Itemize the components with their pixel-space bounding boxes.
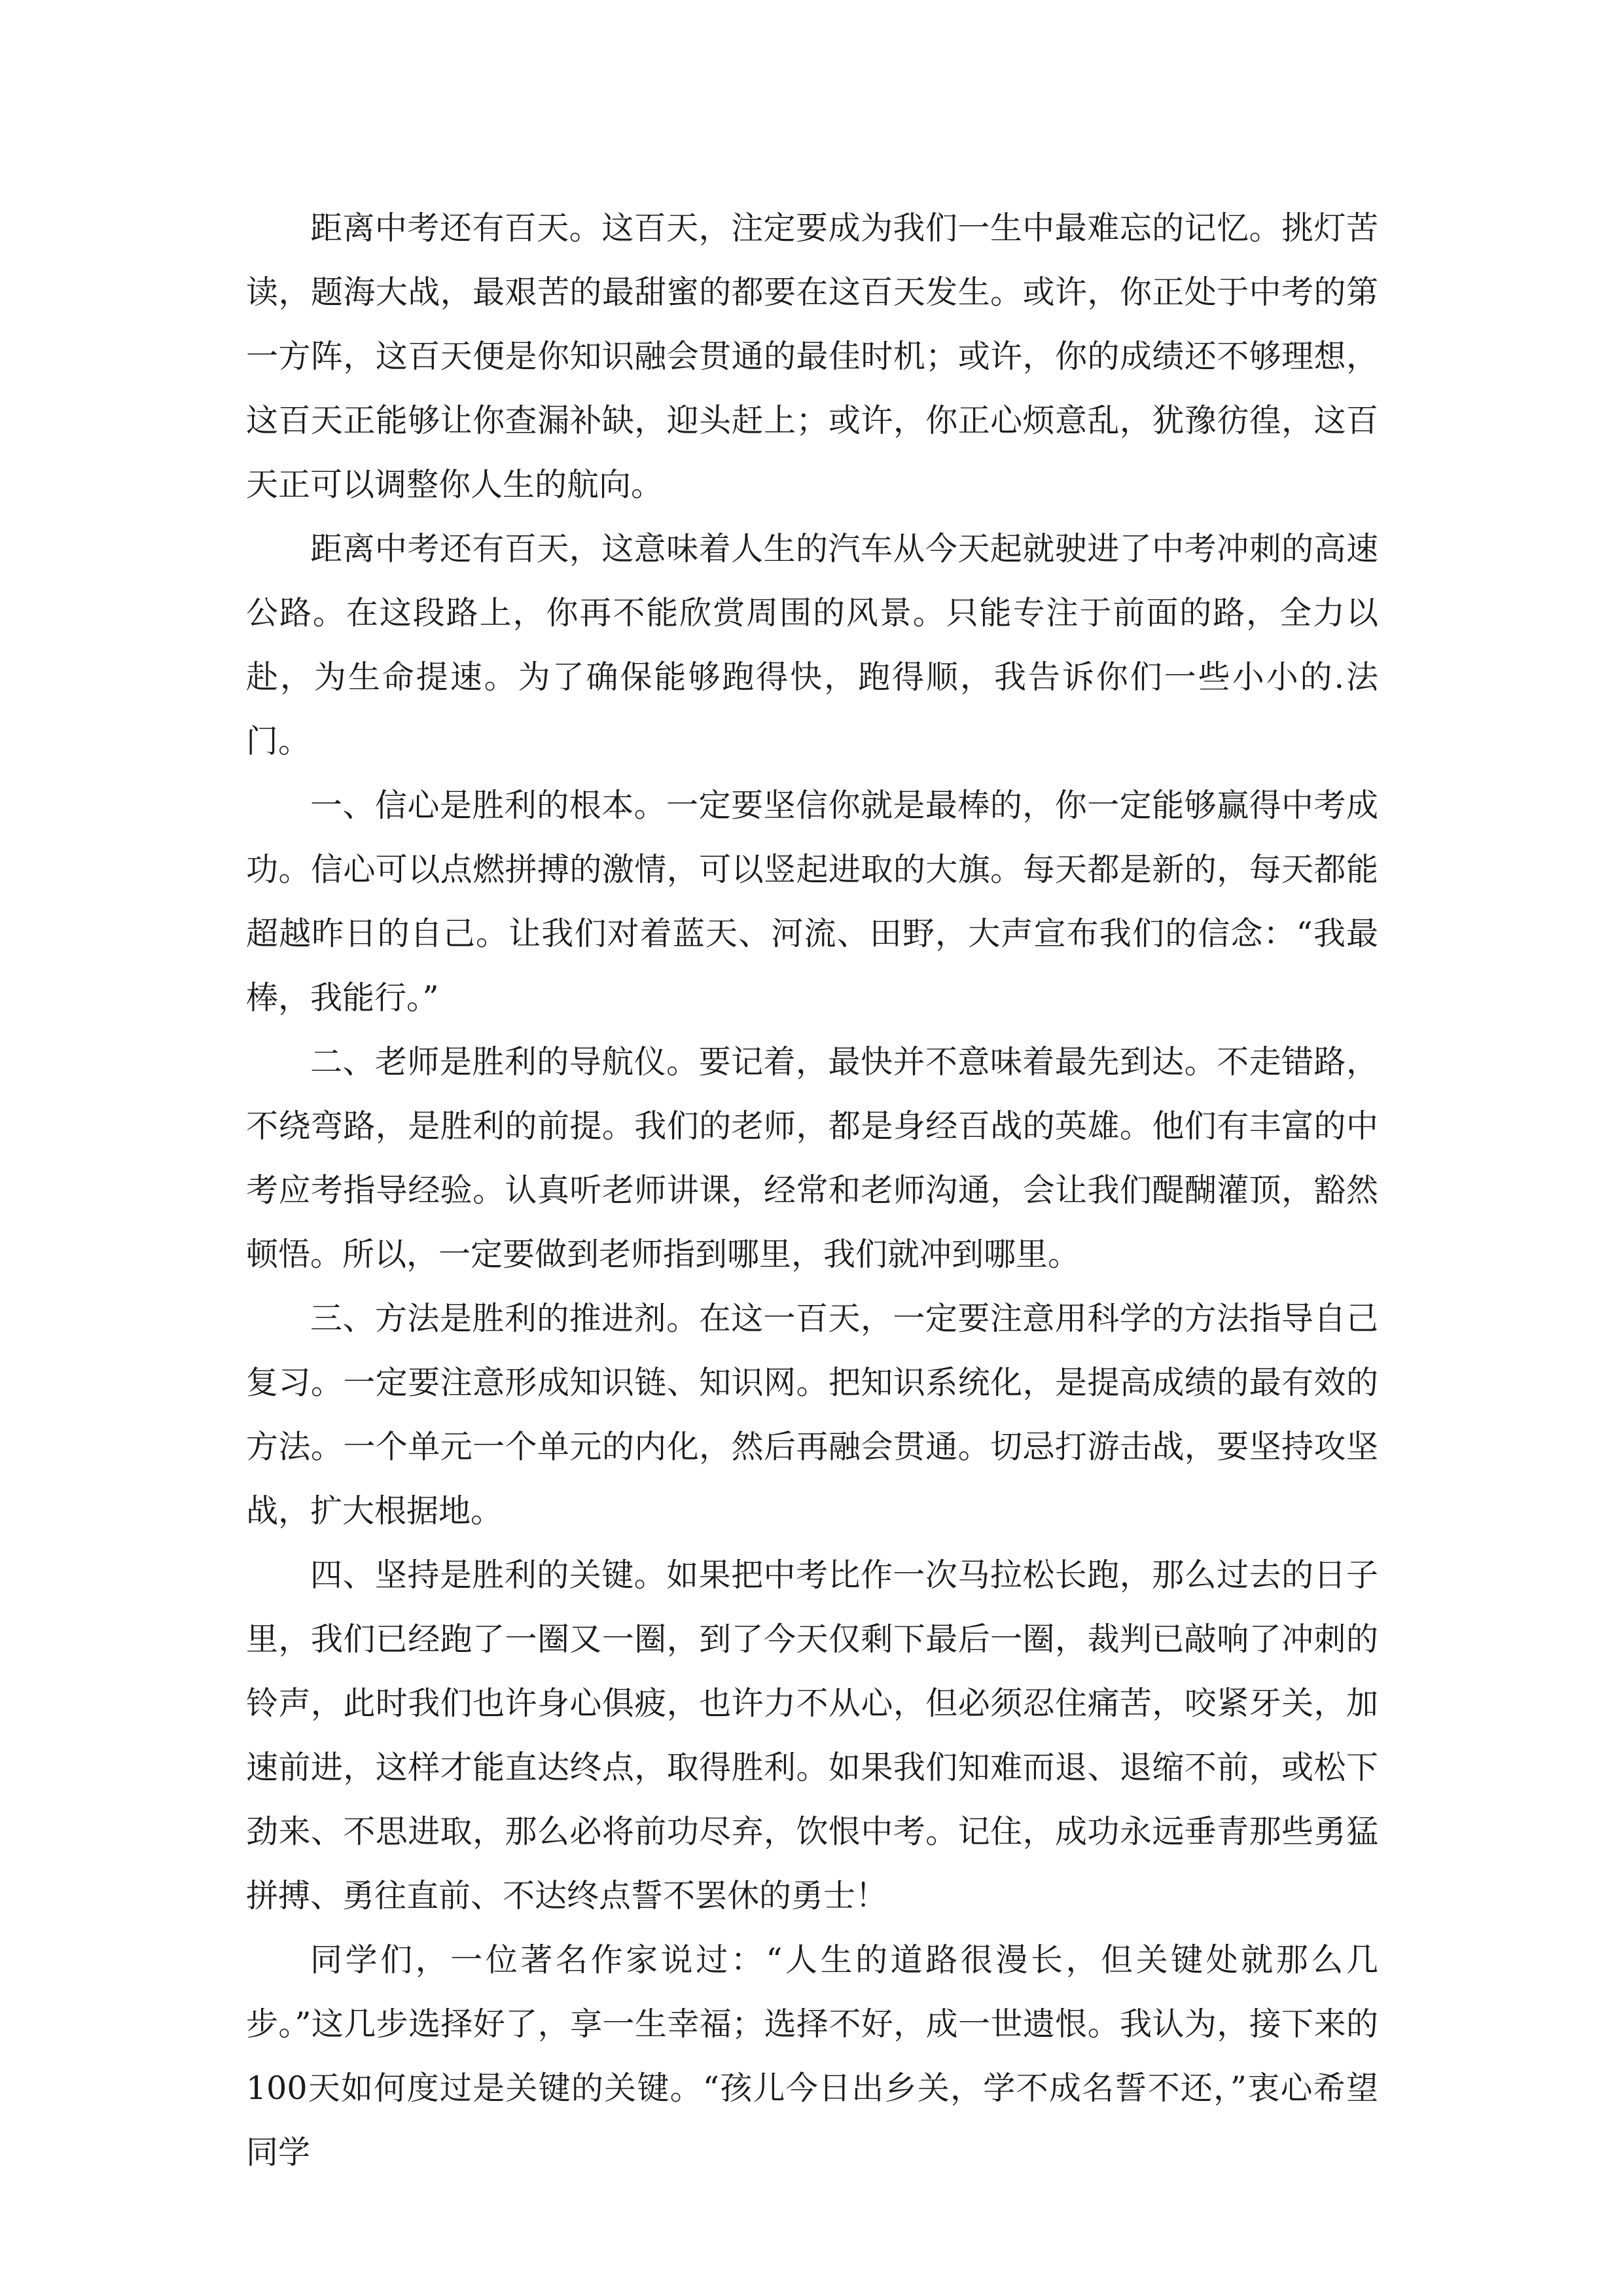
paragraph-method: 三、方法是胜利的推进剂。在这一百天，一定要注意用科学的方法指导自己复习。一定要注意形成知识链、知识网。把知识系统化，是提高成绩的最有效的方法。一个单元一个单元的内化，然后再融会贯通。切忌打游击战，要坚持攻坚战，扩大根据地。 [246, 1300, 1378, 1530]
paragraph-confidence: 一、信心是胜利的根本。一定要坚信你就是最棒的，你一定能够赢得中考成功。信心可以点燃拼搏的激情，可以竖起进取的大旗。每天都是新的，每天都能超越昨日的自己。让我们对着蓝天、河流、田野，大声宣布我们的信念：“我最棒，我能行。” [246, 787, 1378, 1016]
document-body [246, 196, 1378, 2185]
paragraph-intro: 距离中考还有百天。这百天，注定要成为我们一生中最难忘的记忆。挑灯苦读，题海大战，最艰苦的最甜蜜的都要在这百天发生。或许，你正处于中考的第一方阵，这百天便是你知识融会贯通的最佳时机；或许，你的成绩还不够理想，这百天正能够让你查漏补缺，迎头赶上；或许，你正心烦意乱，犹豫彷徨，这百天正可以调整你人生的航向。 [246, 209, 1378, 503]
paragraph-teacher: 二、老师是胜利的导航仪。要记着，最快并不意味着最先到达。不走错路，不绕弯路，是胜利的前提。我们的老师，都是身经百战的英雄。他们有丰富的中考应考指导经验。认真听老师讲课，经常和老师沟通，会让我们醍醐灌顶，豁然顿悟。所以，一定要做到老师指到哪里，我们就冲到哪里。 [246, 1043, 1378, 1273]
paragraph-persistence: 四、坚持是胜利的关键。如果把中考比作一次马拉松长跑，那么过去的日子里，我们已经跑了一圈又一圈，到了今天仅剩下最后一圈，裁判已敲响了冲刺的铃声，此时我们也许身心俱疲，也许力不从心，但必须忍住痛苦，咬紧牙关，加速前进，这样才能直达终点，取得胜利。如果我们知难而退、退缩不前，或松下劲来、不思进取，那么必将前功尽弃，饮恨中考。记住，成功永远垂青那些勇猛拼搏、勇往直前、不达终点誓不罢休的勇士！ [246, 1556, 1378, 1914]
paragraph-closing: 同学们，一位著名作家说过：“人生的道路很漫长，但关键处就那么几步。”这几步选择好了，享一生幸福；选择不好，成一世遗恨。我认为，接下来的100天如何度过是关键的关键。“孩儿今日出乡关，学不成名誓不还，”衷心希望同学 [246, 1941, 1378, 2171]
paragraph-highway: 距离中考还有百天，这意味着人生的汽车从今天起就驶进了中考冲刺的高速公路。在这段路上，你再不能欣赏周围的风景。只能专注于前面的路，全力以赴，为生命提速。为了确保能够跑得快，跑得顺，我告诉你们一些小小的.法门。 [246, 530, 1378, 760]
